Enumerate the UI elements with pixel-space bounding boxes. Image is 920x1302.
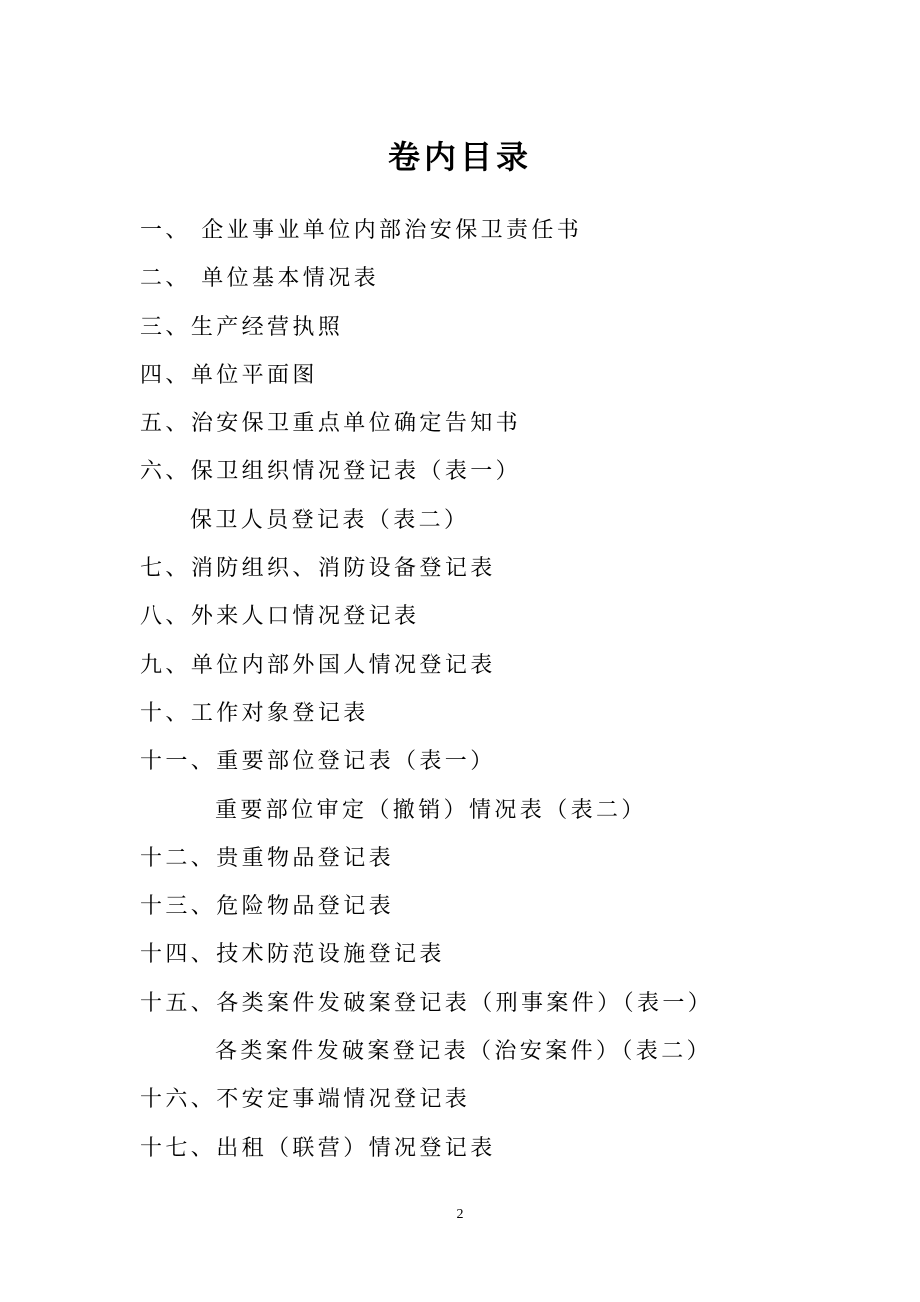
toc-item-number: 十二、 xyxy=(140,845,217,871)
toc-item xyxy=(140,261,860,309)
toc-item xyxy=(140,454,860,502)
toc-item xyxy=(140,358,860,406)
toc-item-number: 十七、 xyxy=(140,1135,217,1161)
page-number: 2 xyxy=(456,1207,464,1222)
toc-item-label: 技术防范设施登记表 xyxy=(216,942,445,968)
toc-item xyxy=(140,213,860,261)
toc-item xyxy=(140,1131,860,1179)
toc-item xyxy=(140,1082,860,1130)
toc-item-label: 生产经营执照 xyxy=(190,314,344,340)
toc-item xyxy=(140,648,860,696)
toc-item xyxy=(140,889,860,937)
toc-item-label: 重要部位审定（撤销）情况表（表二） xyxy=(215,797,647,823)
toc-item-number: 八、 xyxy=(140,604,191,630)
toc-item-label: 保卫人员登记表（表二） xyxy=(190,507,470,533)
toc-item xyxy=(140,986,860,1034)
toc-item-number: 十五、 xyxy=(140,990,217,1016)
toc-item xyxy=(140,696,860,744)
toc-item xyxy=(140,310,860,358)
toc-item-label: 企业事业单位内部治安保卫责任书 xyxy=(201,218,583,243)
toc-item xyxy=(140,551,860,599)
toc-subitem xyxy=(140,1034,860,1082)
toc-item-label: 危险物品登记表 xyxy=(216,894,395,920)
toc-item-label: 外来人口情况登记表 xyxy=(190,604,420,630)
toc-item-number: 九、 xyxy=(140,652,191,678)
toc-item-label: 各类案件发破案登记表（刑事案件）（表一） xyxy=(216,990,714,1016)
toc-item-number: 三、 xyxy=(140,314,191,340)
toc-item-label: 消防组织、消防设备登记表 xyxy=(190,556,496,582)
toc-subitem xyxy=(140,793,860,841)
toc-item-number: 二、 xyxy=(140,266,202,292)
toc-item-label: 保卫组织情况登记表（表一） xyxy=(190,459,522,485)
toc-item-number: 五、 xyxy=(140,411,191,437)
toc-item-number: 十四、 xyxy=(140,942,217,968)
toc-item xyxy=(140,744,860,792)
toc-item xyxy=(140,599,860,647)
toc-item-label: 单位平面图 xyxy=(190,362,318,388)
toc-item xyxy=(140,406,860,454)
toc-item xyxy=(140,841,860,889)
toc-item-label: 出租（联营）情况登记表 xyxy=(216,1135,496,1161)
table-of-contents xyxy=(140,213,860,1179)
toc-item-number: 六、 xyxy=(140,459,191,485)
toc-item xyxy=(140,937,860,985)
toc-item-number: 四、 xyxy=(140,362,191,388)
toc-item-label: 各类案件发破案登记表（治安案件）（表二） xyxy=(215,1039,713,1065)
toc-item-number: 十、 xyxy=(140,700,191,726)
toc-item-label: 重要部位登记表（表一） xyxy=(216,749,496,775)
toc-subitem xyxy=(140,503,860,551)
toc-item-number: 七、 xyxy=(140,556,191,582)
toc-item-label: 单位基本情况表 xyxy=(201,266,380,292)
toc-item-label: 工作对象登记表 xyxy=(190,700,369,726)
toc-item-number: 十六、 xyxy=(140,1087,217,1113)
toc-item-label: 治安保卫重点单位确定告知书 xyxy=(190,411,522,437)
toc-item-number: 十一、 xyxy=(140,749,217,775)
toc-item-number: 十三、 xyxy=(140,894,217,920)
toc-item-label: 不安定事端情况登记表 xyxy=(216,1087,471,1113)
toc-item-number: 一、 xyxy=(140,218,202,243)
toc-item-label: 贵重物品登记表 xyxy=(216,845,395,871)
page-title: 卷内目录 xyxy=(387,138,532,177)
toc-item-label: 单位内部外国人情况登记表 xyxy=(190,652,496,678)
